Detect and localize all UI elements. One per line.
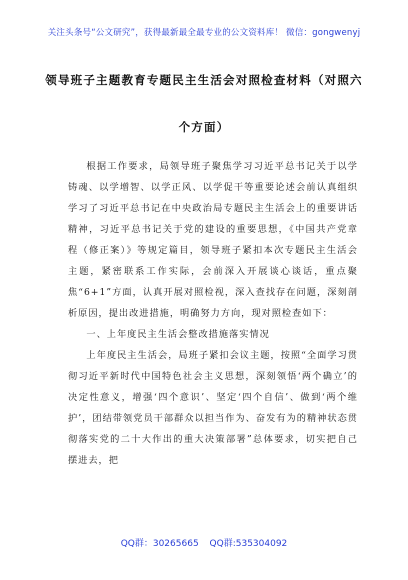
footer-contact	[0, 536, 408, 549]
paragraph-intro: 根据工作要求，局领导班子聚焦学习习近平总书记关于以学铸魂、以学增智、以学正风、以学促干等重要论述会前认真组织学习了习近平总书记在中央政治局专题民主生活会上的重要讲话精神，习近平总书记关于党的建设的重要思想，《中国共产党章程（修正案）》等规定篇目，领导班子紧扣本次专题民主生活会主题，紧密联系工作实际，会前深入开展谈心谈话，重点聚焦“6+1”方面，认真开展对照检视，深入查找存在问题，深刻剖析原因，提出改进措施，明确努力方向，现对照检查如下：	[68, 161, 358, 319]
section-heading: 一、上年度民主生活会整改措施落实情况	[86, 329, 270, 340]
document-title-line2: 个方面）	[178, 120, 230, 134]
header-banner: 关注头条号“公文研究”，获得最新最全最专业的公文资料库！ 微信：gongwenyj	[47, 28, 361, 38]
paragraph-section1: 上年度民主生活会，局班子紧扣会议主题，按照“全面学习贯彻习近平新时代中国特色社会主义思想，深刻领悟‘两个确立’的决定性意义，增强‘四个意识’、坚定‘四个自信’、做到‘两个维护’，团结带领党员干部群众以担当作为、奋发有为的精神状态贯彻落实党的二十大作出的重大决策部署”总体要求，切实把自己摆进去，把	[68, 350, 358, 466]
footer-qq-group-1: QQ群：30265665	[120, 539, 199, 549]
document-body	[68, 156, 358, 471]
document-title-line1: 领导班子主题教育专题民主生活会对照检查材料（对照六	[45, 73, 363, 87]
footer-qq-group-2: QQ群:535304092	[209, 539, 288, 549]
